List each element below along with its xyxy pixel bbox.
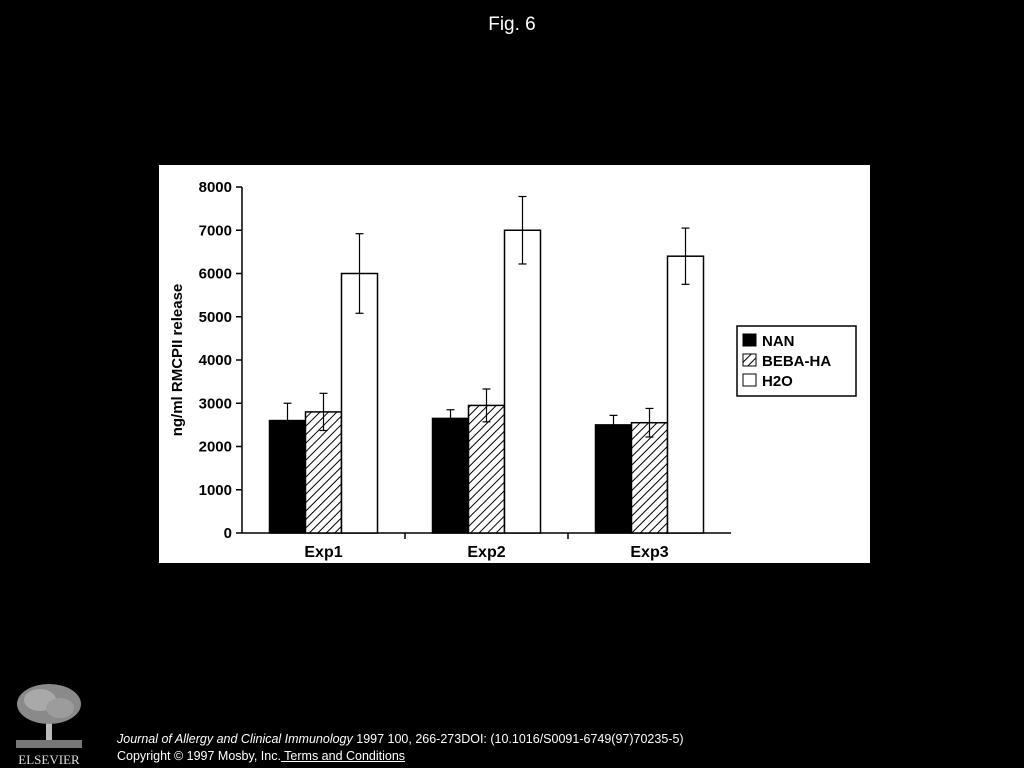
citation-line — [117, 731, 684, 748]
x-tick-label: Exp3 — [630, 544, 669, 561]
bar-h2o — [505, 230, 541, 533]
bar-beba-ha — [469, 405, 505, 533]
y-tick-label: 4000 — [198, 352, 232, 369]
y-axis-label: ng/ml RMCPII release — [169, 283, 186, 437]
legend-swatch-nan — [743, 334, 756, 346]
bar-h2o — [668, 256, 704, 533]
citation-details: 1997 100, 266-273DOI: (10.1016/S0091-6749(97)70235-5) — [352, 732, 684, 746]
terms-link[interactable]: Terms and Conditions — [280, 749, 406, 763]
y-tick-label: 0 — [223, 525, 232, 542]
y-tick-label: 7000 — [198, 222, 232, 240]
y-tick-label: 6000 — [198, 265, 232, 283]
x-tick-label: Exp2 — [467, 544, 506, 561]
legend-label: BEBA-HA — [762, 353, 832, 370]
legend-swatch-beba-ha — [743, 354, 756, 366]
legend-label: H2O — [762, 373, 793, 390]
y-tick-label: 2000 — [198, 438, 232, 456]
bar-chart — [159, 165, 870, 563]
y-tick-label: 1000 — [198, 481, 232, 499]
publisher-wordmark: ELSEVIER — [18, 752, 80, 767]
figure-title: Fig. 6 — [488, 14, 536, 35]
chart-panel — [159, 165, 870, 563]
bar-nan — [433, 418, 469, 533]
bar-nan — [596, 425, 632, 533]
elsevier-logo — [10, 682, 88, 768]
citation-block — [117, 731, 684, 765]
copyright-line — [117, 748, 684, 765]
journal-name: Journal of Allergy and Clinical Immunology — [117, 732, 353, 746]
y-tick-label: 5000 — [198, 308, 232, 326]
legend-label: NAN — [762, 333, 795, 350]
copyright-text: Copyright © 1997 Mosby, Inc. — [117, 749, 281, 763]
x-tick-label: Exp1 — [304, 544, 343, 561]
y-tick-label: 3000 — [198, 395, 232, 413]
bar-beba-ha — [632, 423, 668, 533]
legend-swatch-h2o — [743, 374, 756, 386]
y-tick-label: 8000 — [198, 179, 232, 196]
